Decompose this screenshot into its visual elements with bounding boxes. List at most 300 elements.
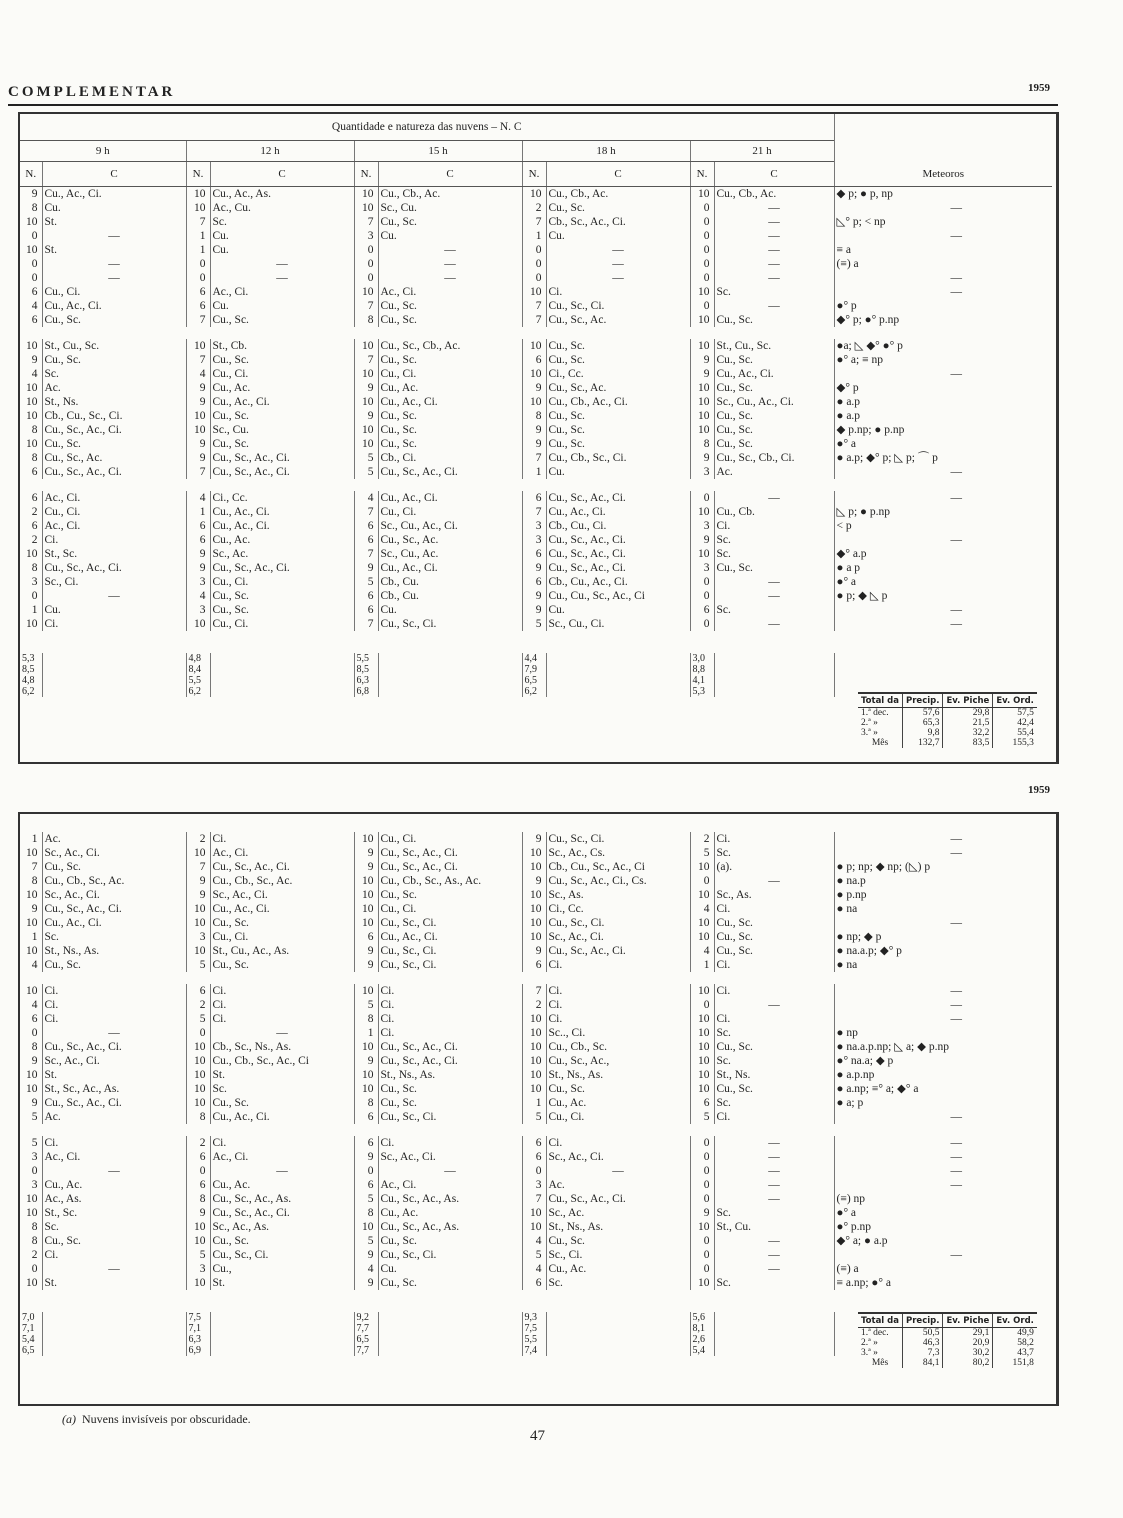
cloud-type-cell: Sc.	[714, 547, 834, 561]
cloud-amount-cell: 10	[26, 847, 38, 859]
cloud-amount-cell: 6	[354, 533, 378, 547]
decade-mean-cell: 2,6	[690, 1334, 714, 1345]
footnote-marker: (a)	[62, 1412, 76, 1426]
cloud-type-cell: Cb., Cu., Sc., Ci.	[42, 409, 186, 423]
cloud-amount-cell: 0	[354, 243, 378, 257]
top-table-block	[18, 112, 1059, 764]
cloud-amount-cell: 3	[186, 575, 210, 589]
cloud-amount-cell: 8	[354, 313, 378, 327]
cloud-type-cell: St.	[42, 243, 186, 257]
cloud-type-cell: Cu., Ci.	[210, 617, 354, 631]
cloud-amount-cell: 3	[186, 930, 210, 944]
cloud-type-cell: Ci.	[42, 1136, 186, 1150]
cloud-type-cell: Cu., Cb., Sc.	[546, 1040, 690, 1054]
totals-header-cell: Ev. Piche	[943, 1313, 993, 1328]
cloud-type-cell: Sc., Ac., Ci.	[42, 1054, 186, 1068]
meteoros-cell: < p	[834, 519, 1052, 533]
table-row	[20, 491, 1052, 505]
decade-mean-cell: 7,7	[354, 1345, 378, 1356]
cloud-type-cell: —	[714, 998, 834, 1012]
cloud-type-cell: —	[378, 271, 522, 285]
cloud-type-cell: Cu., Ci.	[210, 367, 354, 381]
cloud-amount-cell: 0	[522, 257, 546, 271]
cloud-amount-cell: 8	[31, 1221, 38, 1233]
cloud-amount-cell: 5	[186, 1012, 210, 1026]
cloud-amount-cell: 10	[354, 395, 378, 409]
decade-mean-cell: 6,5	[354, 1334, 378, 1345]
cloud-type-cell: —	[378, 1164, 522, 1178]
cloud-type-cell: Ac.	[546, 1178, 690, 1192]
cloud-amount-cell: 10	[26, 917, 38, 929]
meteoros-cell: ◆° p	[834, 381, 1052, 395]
cloud-amount-cell: 2	[186, 832, 210, 846]
cloud-type-cell: Cu., Sc., Ac., Ci.	[546, 533, 690, 547]
cloud-type-cell: Cu., Sc.	[378, 1276, 522, 1290]
cloud-type-cell: Cu., Sc.	[714, 313, 834, 327]
cloud-amount-cell: 7	[354, 617, 378, 631]
cloud-amount-cell: 8	[354, 1096, 378, 1110]
cloud-amount-cell: 3	[31, 576, 38, 588]
cloud-type-cell: Cu., Sc.	[210, 353, 354, 367]
cloud-type-cell: St.	[42, 215, 186, 229]
cloud-amount-cell: 1	[31, 931, 38, 943]
cloud-type-cell: Cu., Sc.	[546, 409, 690, 423]
cloud-amount-cell: 7	[186, 860, 210, 874]
totals-cell: 57,6	[903, 708, 943, 719]
decade-mean-cell: 7,1	[186, 1323, 210, 1334]
cloud-type-cell: Cu., Ac., Ci.	[210, 902, 354, 916]
cloud-type-cell: Ac., Ci.	[210, 1150, 354, 1164]
cloud-amount-cell: 6	[354, 930, 378, 944]
cloud-type-cell: Ac.	[42, 1110, 186, 1124]
cloud-type-cell: —	[714, 299, 834, 313]
cloud-amount-cell: 2	[31, 506, 38, 518]
totals-header-cell: Ev. Ord.	[993, 693, 1037, 708]
cloud-type-cell: —	[714, 1164, 834, 1178]
meteoros-cell: —	[834, 916, 1052, 930]
row-spacer	[20, 479, 1052, 491]
meteoros-cell: ● a.p.np	[834, 1068, 1052, 1082]
cloud-type-cell: Cu., Sc., Ci.	[210, 1248, 354, 1262]
cloud-amount-cell: 10	[26, 1069, 38, 1081]
cloud-type-cell: Sc., Ac., Ci.	[210, 888, 354, 902]
decade-mean-cell: 3,0	[690, 653, 714, 664]
cloud-amount-cell: 10	[354, 832, 378, 846]
page-year-bottom: 1959	[1028, 784, 1050, 796]
col-n-header: N.	[20, 162, 42, 187]
cloud-type-cell: Ci.	[42, 998, 186, 1012]
cloud-amount-cell: 9	[186, 888, 210, 902]
totals-row	[858, 708, 1037, 719]
cloud-type-cell: Cu., Sc.	[210, 1096, 354, 1110]
cloud-amount-cell: 0	[31, 258, 38, 270]
cloud-type-cell: —	[714, 1248, 834, 1262]
cloud-amount-cell: 10	[522, 395, 546, 409]
table-row	[20, 381, 1052, 395]
cloud-amount-cell: 3	[522, 1178, 546, 1192]
cloud-type-cell: St., Sc.	[42, 1206, 186, 1220]
cloud-type-cell: Cu., Sc., Ac., Ci.	[546, 944, 690, 958]
table-row	[20, 215, 1052, 229]
cloud-amount-cell: 1	[186, 229, 210, 243]
cloud-amount-cell: 5	[522, 1248, 546, 1262]
cloud-amount-cell: 0	[690, 271, 714, 285]
cloud-amount-cell: 10	[354, 902, 378, 916]
cloud-type-cell: Sc.	[714, 846, 834, 860]
cloud-type-cell: (a).	[714, 860, 834, 874]
totals-cell: 29,8	[943, 708, 993, 719]
cloud-type-cell: Cu., Cb., Sc., Ac.	[210, 874, 354, 888]
cloud-amount-cell: 6	[186, 533, 210, 547]
col-n-header: N.	[522, 162, 546, 187]
cloud-amount-cell: 5	[522, 1110, 546, 1124]
hour-header: 12 h	[186, 141, 354, 162]
cloud-amount-cell: 5	[354, 1192, 378, 1206]
cloud-type-cell: Ci.	[714, 984, 834, 998]
cloud-amount-cell: 10	[690, 285, 714, 299]
decade-mean-cell: 7,7	[354, 1323, 378, 1334]
cloud-amount-cell: 10	[690, 860, 714, 874]
table-row	[20, 367, 1052, 381]
table-row	[20, 1178, 1052, 1192]
meteoros-cell: ● a.p	[834, 409, 1052, 423]
cloud-amount-cell: 0	[690, 1150, 714, 1164]
cloud-amount-cell: 8	[354, 1206, 378, 1220]
cloud-type-cell: Ci.	[42, 617, 186, 631]
cloud-amount-cell: 9	[522, 381, 546, 395]
table-row	[20, 271, 1052, 285]
cloud-type-cell: Cu., Sc., Ac., Ci.	[210, 860, 354, 874]
cloud-amount-cell: 5	[354, 465, 378, 479]
cloud-type-cell: Ci.	[714, 1012, 834, 1026]
table-row	[20, 1054, 1052, 1068]
cloud-amount-cell: 6	[31, 492, 38, 504]
cloud-amount-cell: 6	[522, 547, 546, 561]
cloud-amount-cell: 9	[690, 367, 714, 381]
meteoros-cell: ◺ p; ● p.np	[834, 505, 1052, 519]
meteoros-cell: —	[834, 285, 1052, 299]
cloud-type-cell: Cu., Sc., Ci.	[378, 1110, 522, 1124]
cloud-type-cell: Sc., As.	[546, 888, 690, 902]
cloud-type-cell: Cu., Ac.	[378, 381, 522, 395]
cloud-amount-cell: 1	[31, 604, 38, 616]
cloud-type-cell: Cu., Sc.	[714, 561, 834, 575]
table-row	[20, 1262, 1052, 1276]
cloud-type-cell: St., Cu., Sc.	[714, 339, 834, 353]
totals-cell: 46,3	[903, 1338, 943, 1348]
cloud-type-cell: Ci.	[210, 1136, 354, 1150]
cloud-amount-cell: 4	[31, 999, 38, 1011]
meteoros-cell: ● a.np; ≡° a; ◆° a	[834, 1082, 1052, 1096]
table-row	[20, 505, 1052, 519]
cloud-type-cell: Cu., Ci.	[378, 505, 522, 519]
cloud-amount-cell: 9	[690, 1206, 714, 1220]
cloud-type-cell: Ci.	[546, 1012, 690, 1026]
page-header-title: COMPLEMENTAR	[8, 84, 176, 100]
decade-mean-cell: 8,5	[354, 664, 378, 675]
cloud-amount-cell: 6	[522, 1136, 546, 1150]
cloud-type-cell: Cu., Sc.	[378, 409, 522, 423]
totals-table-bottom	[858, 1312, 1037, 1368]
cloud-type-cell: Cu., Ci.	[210, 930, 354, 944]
cloud-amount-cell: 4	[186, 491, 210, 505]
cloud-amount-cell: 9	[186, 395, 210, 409]
totals-row	[858, 1358, 1037, 1368]
totals-row	[858, 1328, 1037, 1339]
cloud-amount-cell: 0	[690, 589, 714, 603]
cloud-type-cell: Cu., Ci.	[378, 902, 522, 916]
cloud-type-cell: Ac.	[714, 465, 834, 479]
cloud-type-cell: Cu., Sc.	[546, 201, 690, 215]
cloud-amount-cell: 6	[354, 603, 378, 617]
cloud-amount-cell: 9	[186, 561, 210, 575]
cloud-type-cell: Ci.	[546, 958, 690, 972]
cloud-amount-cell: 10	[690, 1220, 714, 1234]
cloud-amount-cell: 3	[690, 561, 714, 575]
cloud-amount-cell: 0	[690, 1178, 714, 1192]
bottom-table-block	[18, 812, 1059, 1406]
cloud-amount-cell: 2	[31, 1249, 38, 1261]
cloud-amount-cell: 9	[186, 437, 210, 451]
cloud-amount-cell: 9	[354, 561, 378, 575]
cloud-amount-cell: 3	[354, 229, 378, 243]
col-n-header: N.	[354, 162, 378, 187]
cloud-type-cell: Cu., Sc.	[546, 1234, 690, 1248]
cloud-amount-cell: 10	[186, 846, 210, 860]
table-row	[20, 243, 1052, 257]
totals-cell: 84,1	[903, 1358, 943, 1368]
cloud-amount-cell: 7	[522, 299, 546, 313]
table-row	[20, 1068, 1052, 1082]
cloud-type-cell: Cu., Sc., Ac., Ci.	[378, 1040, 522, 1054]
cloud-amount-cell: 6	[31, 466, 38, 478]
cloud-type-cell: Cu., Sc.	[546, 353, 690, 367]
cloud-type-cell: —	[546, 1164, 690, 1178]
cloud-type-cell: Cu., Sc.	[378, 437, 522, 451]
cloud-amount-cell: 5	[354, 451, 378, 465]
cloud-amount-cell: 2	[690, 832, 714, 846]
cloud-type-cell: Sc., As.	[714, 888, 834, 902]
meteoros-cell: ● na.p	[834, 874, 1052, 888]
cloud-amount-cell: 5	[354, 1234, 378, 1248]
cloud-type-cell: —	[714, 271, 834, 285]
totals-cell: 83,5	[943, 738, 993, 748]
cloud-type-cell: —	[714, 243, 834, 257]
meteoros-cell: —	[834, 201, 1052, 215]
cloud-type-cell: Sc., Ac., Cs.	[546, 846, 690, 860]
cloud-type-cell: —	[42, 229, 186, 243]
table-row	[20, 451, 1052, 465]
cloud-type-cell: Cu., Sc., Ac., Ci.	[378, 846, 522, 860]
totals-row	[858, 738, 1037, 748]
cloud-amount-cell: 1	[186, 505, 210, 519]
table-row	[20, 547, 1052, 561]
col-n-header: N.	[186, 162, 210, 187]
cloud-type-cell: Ac., Ci.	[378, 1178, 522, 1192]
cloud-amount-cell: 10	[522, 860, 546, 874]
cloud-amount-cell: 10	[522, 1068, 546, 1082]
meteoros-cell: ◺° p; < np	[834, 215, 1052, 229]
cloud-type-cell: Cu., Sc., Ac., As.	[378, 1192, 522, 1206]
cloud-type-cell: St., Ns., As.	[42, 944, 186, 958]
totals-cell: 7,3	[903, 1348, 943, 1358]
cloud-amount-cell: 7	[186, 313, 210, 327]
cloud-amount-cell: 10	[354, 1068, 378, 1082]
cloud-type-cell: Sc.	[714, 1054, 834, 1068]
cloud-type-cell: Ac., Ci.	[42, 519, 186, 533]
cloud-type-cell: —	[42, 257, 186, 271]
cloud-amount-cell: 2	[522, 998, 546, 1012]
cloud-type-cell: Sc.	[714, 533, 834, 547]
cloud-amount-cell: 10	[26, 396, 38, 408]
cloud-amount-cell: 9	[522, 944, 546, 958]
totals-header-cell: Total da	[858, 693, 903, 708]
meteoros-cell: ◆ p.np; ● p.np	[834, 423, 1052, 437]
totals-header-cell: Precip.	[903, 1313, 943, 1328]
cloud-type-cell: Cu., Sc., Ac., Ci.	[210, 465, 354, 479]
table-row	[20, 409, 1052, 423]
decade-mean-cell: 7,1	[22, 1323, 35, 1334]
cloud-type-cell: Ci.	[378, 998, 522, 1012]
cloud-amount-cell: 1	[522, 465, 546, 479]
cloud-amount-cell: 0	[690, 1234, 714, 1248]
cloud-type-cell: Cu., Ac., Ci.	[378, 395, 522, 409]
decade-mean-cell: 7,5	[186, 1312, 210, 1323]
cloud-amount-cell: 10	[522, 339, 546, 353]
cloud-type-cell: Cu., Cb., Ac.	[546, 187, 690, 202]
cloud-amount-cell: 10	[522, 1082, 546, 1096]
meteoros-cell: —	[834, 617, 1052, 631]
totals-cell: 50,5	[903, 1328, 943, 1339]
meteoros-cell: (≡) a	[834, 257, 1052, 271]
cloud-amount-cell: 10	[186, 1220, 210, 1234]
cloud-type-cell: —	[714, 229, 834, 243]
table-row	[20, 1234, 1052, 1248]
cloud-type-cell: Cu., Ac., Ci.	[378, 491, 522, 505]
table-row	[20, 617, 1052, 631]
cloud-type-cell: Cu., Sc.	[210, 916, 354, 930]
cloud-type-cell: Ci., Cc.	[546, 902, 690, 916]
cloud-type-cell: Cu., Sc.	[378, 1082, 522, 1096]
cloud-amount-cell: 5	[522, 617, 546, 631]
summary-row	[20, 653, 1052, 664]
cloud-amount-cell: 10	[354, 916, 378, 930]
cloud-amount-cell: 10	[522, 1054, 546, 1068]
cloud-type-cell: Cu.	[546, 603, 690, 617]
decade-mean-cell: 5,4	[690, 1345, 714, 1356]
cloud-type-cell: Cu., Sc.	[42, 860, 186, 874]
cloud-amount-cell: 3	[690, 519, 714, 533]
decade-mean-cell: 8,8	[690, 664, 714, 675]
col-n-header: N.	[690, 162, 714, 187]
table-row	[20, 201, 1052, 215]
table-row	[20, 958, 1052, 972]
cloud-amount-cell: 10	[522, 888, 546, 902]
decade-mean-cell: 7,0	[22, 1312, 35, 1323]
cloud-type-cell: Cu., Sc., Ci.	[378, 916, 522, 930]
cloud-amount-cell: 6	[522, 958, 546, 972]
cloud-type-cell: St., Ns., As.	[546, 1068, 690, 1082]
table-row	[20, 257, 1052, 271]
cloud-amount-cell: 5	[186, 1248, 210, 1262]
cloud-amount-cell: 10	[354, 201, 378, 215]
table-row	[20, 930, 1052, 944]
cloud-amount-cell: 6	[522, 575, 546, 589]
cloud-amount-cell: 10	[26, 1277, 38, 1289]
cloud-amount-cell: 0	[186, 1026, 210, 1040]
table-row	[20, 916, 1052, 930]
cloud-type-cell: Cu., Sc., Ci.	[378, 944, 522, 958]
cloud-amount-cell: 10	[690, 1276, 714, 1290]
col-c-header: C	[42, 162, 186, 187]
table-row	[20, 888, 1052, 902]
summary-row	[20, 675, 1052, 686]
cloud-type-cell: Cu., Sc., Ac., As.	[210, 1192, 354, 1206]
footnote-text: Nuvens invisíveis por obscuridade.	[82, 1412, 251, 1426]
cloud-amount-cell: 10	[690, 930, 714, 944]
cloud-amount-cell: 3	[522, 519, 546, 533]
cloud-type-cell: Cu., Sc.	[714, 1040, 834, 1054]
cloud-type-cell: St., Ns., As.	[546, 1220, 690, 1234]
totals-cell: 58,2	[993, 1338, 1037, 1348]
col-c-header: C	[210, 162, 354, 187]
meteoros-cell: ● na	[834, 902, 1052, 916]
cloud-amount-cell: 10	[522, 916, 546, 930]
cloud-type-cell: —	[714, 1136, 834, 1150]
cloud-amount-cell: 10	[186, 201, 210, 215]
cloud-type-cell: —	[42, 1262, 186, 1276]
cloud-amount-cell: 6	[522, 491, 546, 505]
cloud-amount-cell: 4	[186, 589, 210, 603]
decade-mean-cell: 9,3	[522, 1312, 546, 1323]
cloud-type-cell: —	[714, 1192, 834, 1206]
cloud-amount-cell: 3	[31, 1151, 38, 1163]
cloud-type-cell: —	[42, 271, 186, 285]
cloud-type-cell: Cu., Sc., Ac., Ci.	[546, 491, 690, 505]
footnote	[62, 1412, 251, 1427]
cloud-amount-cell: 9	[522, 589, 546, 603]
cloud-type-cell: Sc., Cu., Ac., Ci.	[714, 395, 834, 409]
cloud-type-cell: Cu., Ac., Ci.	[210, 519, 354, 533]
cloud-type-cell: Cu., Sc.	[42, 1234, 186, 1248]
hour-header: 15 h	[354, 141, 522, 162]
cloud-type-cell: Ac., Ci.	[42, 491, 186, 505]
cloud-type-cell: Cu.	[546, 229, 690, 243]
cloud-amount-cell: 8	[354, 1012, 378, 1026]
totals-cell: 3.ª »	[861, 728, 878, 738]
row-spacer	[20, 972, 1052, 984]
meteoros-label: Meteoros	[834, 162, 1052, 187]
cloud-amount-cell: 10	[690, 1082, 714, 1096]
cloud-type-cell: Cu., Ac., As.	[210, 187, 354, 202]
page-header-year: 1959	[1028, 82, 1050, 94]
totals-header-cell: Precip.	[903, 693, 943, 708]
cloud-type-cell: Cu., Sc.	[714, 409, 834, 423]
cloud-type-cell: Cu., Ac., Ci.	[378, 930, 522, 944]
cloud-amount-cell: 6	[354, 519, 378, 533]
cloud-amount-cell: 0	[690, 575, 714, 589]
cloud-type-cell: St., Cu., Sc.	[42, 339, 186, 353]
cloud-amount-cell: 2	[522, 201, 546, 215]
cloud-amount-cell: 0	[31, 1165, 38, 1177]
table-row	[20, 313, 1052, 327]
table-row	[20, 603, 1052, 617]
cloud-type-cell: Cu., Sc.	[378, 888, 522, 902]
meteoros-cell: ● np	[834, 1026, 1052, 1040]
cloud-type-cell: Cu., Ci.	[42, 505, 186, 519]
cloud-amount-cell: 5	[31, 1137, 38, 1149]
clouds-table-bottom	[20, 814, 1052, 1356]
